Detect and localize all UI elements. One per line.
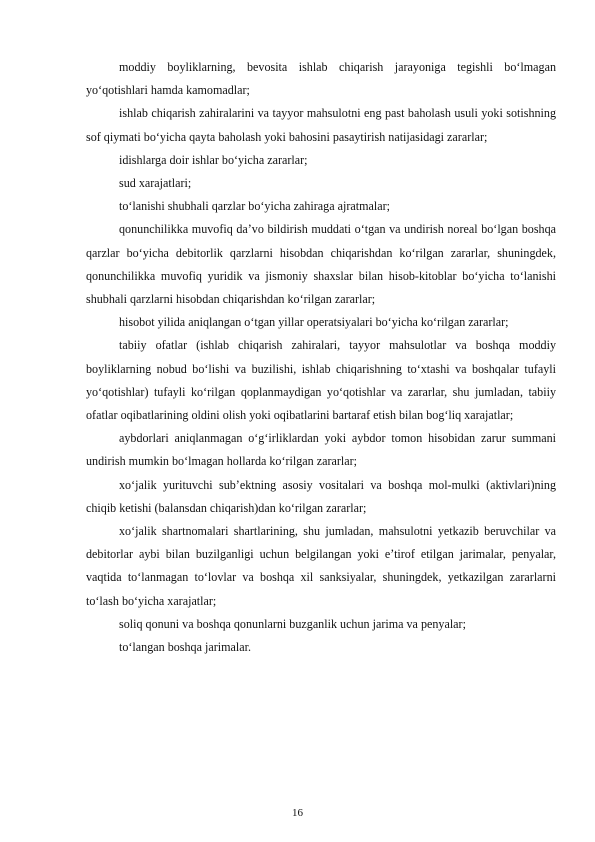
paragraph: soliq qonuni va boshqa qonunlarni buzganlik uchun jarima va penyalar; xyxy=(119,616,466,631)
paragraph: hisobot yilida aniqlangan o‘tgan yillar operatsiyalari bo‘yicha ko‘rilgan zararlar; xyxy=(119,315,509,330)
paragraph: to‘lanishi shubhali qarzlar bo‘yicha zahiraga ajratmalar; xyxy=(119,199,390,214)
paragraph: ishlab chiqarish zahiralarini va tayyor mahsulotni eng past baholash usuli yoki sotishning sof qiymati bo‘yicha qayta baholash yoki bahosini pasaytirish natijasidagi zararlar; xyxy=(86,106,556,144)
paragraph: xo‘jalik yurituvchi sub’ektning asosiy vositalari va boshqa mol-mulki (aktivlari)ning chiqib ketishi (balansdan chiqarish)dan ko‘rilgan zararlar; xyxy=(86,477,556,515)
page-number: 16 xyxy=(292,807,303,819)
paragraph: aybdorlari aniqlanmagan o‘g‘irliklardan yoki aybdor tomon hisobidan zarur summani undirish mumkin bo‘lmagan hollarda ko‘rilgan zararlar; xyxy=(86,431,556,469)
body-text xyxy=(86,56,556,659)
paragraph: tabiiy ofatlar (ishlab chiqarish zahiralari, tayyor mahsulotlar va boshqa moddiy boyliklarning nobud bo‘lishi va buzilishi, ishlab chiqarishning to‘xtashi va boshqalar tufayli yo‘qotishlar) tufayli ko‘rilgan qoplanmaydigan yo‘qotishlar va zararlar, shu jumladan, tabiiy ofatlar oqibatlarining oldini olish yoki oqibatlarini bartaraf etish bilan bog‘liq xarajatlar; xyxy=(86,338,556,423)
paragraph: sud xarajatlari; xyxy=(119,176,192,191)
paragraph: xo‘jalik shartnomalari shartlarining, shu jumladan, mahsulotni yetkazib beruvchilar va debitorlar aybi bilan buzilganligi uchun belgilangan yoki e’tirof etilgan jarimalar, penyalar, vaqtida to‘lanmagan to‘lovlar va boshqa xil sanksiyalar, shuningdek, yetkazilgan zararlarni to‘lash bo‘yicha xarajatlar; xyxy=(86,524,556,608)
paragraph: qonunchilikka muvofiq da’vo bildirish muddati o‘tgan va undirish noreal bo‘lgan boshqa qarzlar bo‘yicha debitorlik qarzlarni hisobdan chiqarishdan ko‘rilgan zararlar, shuningdek, qonunchilikka muvofiq yuridik va jismoniy shaxslar bilan hisob-kitoblar bo‘yicha to‘lanishi shubhali qarzlarni hisobdan chiqarishdan ko‘rilgan zararlar; xyxy=(86,222,556,307)
paragraph: moddiy boyliklarning, bevosita ishlab chiqarish jarayoniga tegishli bo‘lmagan yo‘qotishlari hamda kamomadlar; xyxy=(86,60,556,98)
paragraph: idishlarga doir ishlar bo‘yicha zararlar; xyxy=(119,152,308,167)
paragraph: to‘langan boshqa jarimalar. xyxy=(119,640,251,655)
